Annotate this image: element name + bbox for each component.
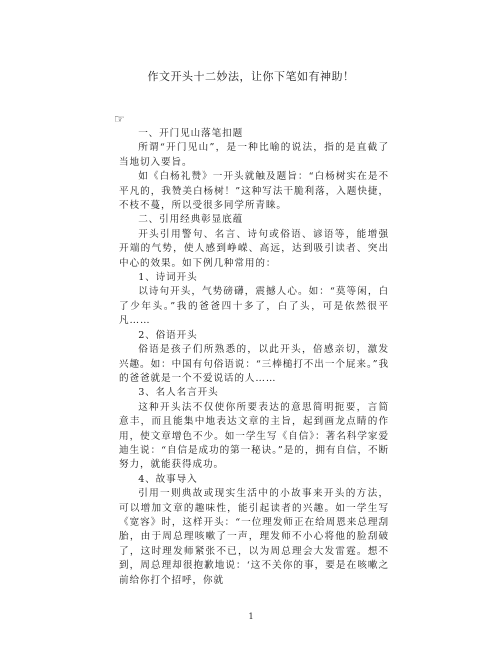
body-paragraph: 这种开头法不仅使你所要表达的意思简明扼要，言简意丰，而且能集中地表达文章的主旨，起到画龙点睛的作用，使文章增色不少。如一学生写《自信》：著名科学家爱迪生说：“自信是成功的第一秘诀。”是的，拥有自信，不断努力，就能获得成功。	[119, 401, 389, 471]
section-heading: 2、俗语开头	[138, 329, 198, 341]
pointing-hand-icon: ☞	[114, 112, 125, 126]
body-paragraph: 所谓“开门见山”，是一种比喻的说法，指的是直截了当地切入要旨。	[119, 142, 389, 168]
page-number: 1	[248, 612, 254, 621]
body-paragraph: 引用一则典故或现实生活中的小故事来开头的方法，可以增加文章的趣味性，能引起读者的兴趣。如一学生写《宽容》时，这样开头：“一位理发师正在给周恩来总理刮胎，由于周总理咳嗽了一声，理发师不小心将他的脸刮破了，这时理发师紧张不已，以为周总理会大发雷霆。想不到，周总理却很抱歉地说：‘这不关你的事，要是在咳嗽之前给你打个招呼，你就	[119, 488, 389, 586]
document-title: 作文开头十二妙法，让你下笔如有神助！	[147, 70, 355, 83]
section-heading: 1、诗词开头	[138, 272, 198, 284]
section-heading: 3、名人名言开头	[138, 387, 219, 399]
body-paragraph: 如《白杨礼赞》一开头就触及题旨：“白杨树实在是不平凡的，我赞美白杨树！”这种写法干脆利落，入题快捷，不枝不蔓，所以受很多同学所青睐。	[119, 171, 389, 212]
document-body	[119, 127, 389, 588]
section-heading: 二、引用经典彰显底蕴	[138, 214, 244, 226]
body-paragraph: 以诗句开头，气势磅礴，震撼人心。如：“莫等闲，白了少年头。”我的爸爸四十多了，白了头，可是依然很平凡……	[119, 286, 389, 327]
section-heading: 4、故事导入	[138, 473, 198, 485]
body-paragraph: 俗语是孩子们所熟悉的，以此开头，倍感亲切，激发兴趣。如：中国有句俗语说：“三棒槌打不出一个屁来。”我的爸爸就是一个不爱说话的人……	[119, 344, 389, 384]
section-heading: 一、开门见山落笔扣题	[138, 128, 244, 139]
body-paragraph: 开头引用警句、名言、诗句或俗语、谚语等，能增强开端的气势，使人感到峥嵘、高远，达到吸引读者、突出中心的效果。如下例几种常用的：	[119, 228, 389, 269]
